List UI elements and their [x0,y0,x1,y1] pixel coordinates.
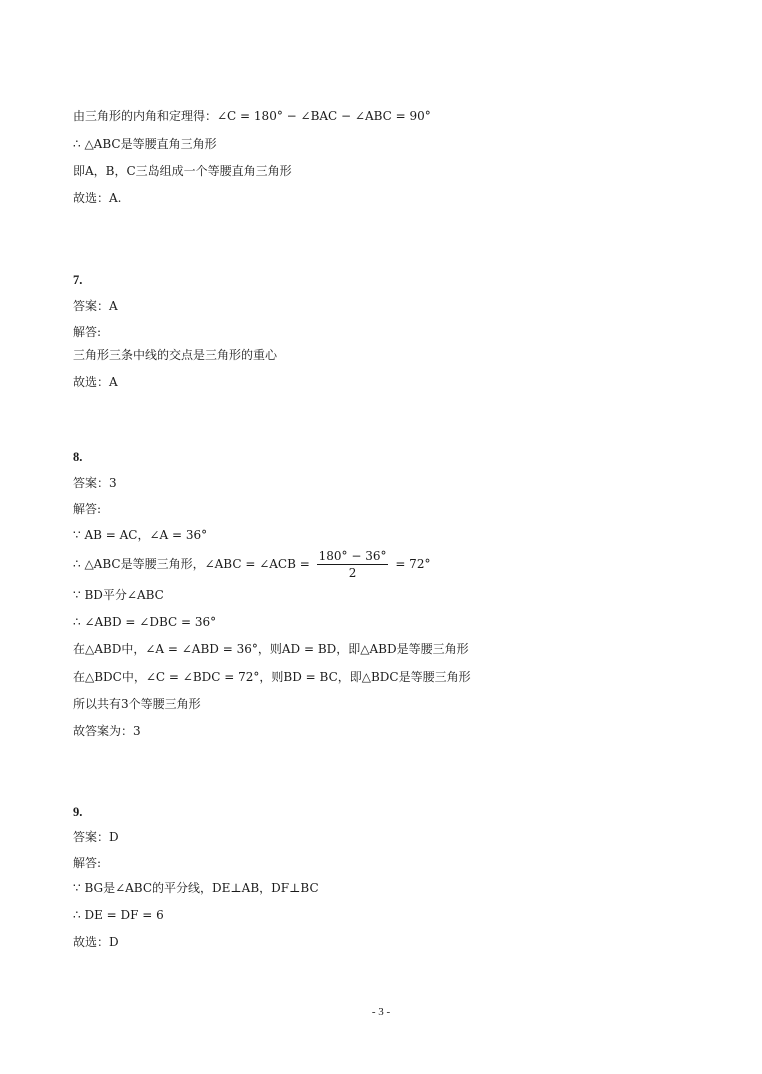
text-line: 故选：A. [73,191,122,205]
question-number: 9. [73,805,83,819]
fraction-numerator: 180° − 36° [318,549,387,563]
fraction [317,549,389,580]
solution-label: 解答: [73,856,102,870]
fraction-denominator: 2 [348,566,357,580]
choice-line: 故选：D [73,935,119,949]
text-line: 由三角形的内角和定理得：∠C = 180° − ∠BAC − ∠ABC = 90° [73,109,431,123]
text-line: 在△BDC中，∠C = ∠BDC = 72°，则BD = BC，即△BDC是等腰三角形 [73,670,471,684]
text-line: 即A，B，C三岛组成一个等腰直角三角形 [73,164,292,178]
text-segment: = 72° [395,557,431,571]
text-line: 所以共有3个等腰三角形 [73,697,201,711]
question-number: 8. [73,450,83,464]
text-line: 在△ABD中，∠A = ∠ABD = 36°，则AD = BD，即△ABD是等腰三角形 [73,642,469,656]
page-number: - 3 - [371,1006,391,1018]
text-line: ∵ BD平分∠ABC [73,588,164,602]
text-line: 三角形三条中线的交点是三角形的重心 [73,348,278,362]
answer-final-line: 故答案为：3 [73,724,141,738]
choice-line: 故选：A [73,375,118,389]
text-line: ∴ ∠ABD = ∠DBC = 36° [73,615,217,629]
text-line: ∵ BG是∠ABC的平分线，DE⊥AB，DF⊥BC [73,881,319,895]
text-line: ∴ △ABC是等腰直角三角形 [73,137,217,151]
text-segment: ∴ △ABC是等腰三角形，∠ABC = ∠ACB = [73,557,310,571]
question-number: 7. [73,273,83,287]
fraction-line [73,549,430,580]
answer-line: 答案：A [73,299,118,313]
text-line: ∴ DE = DF = 6 [73,908,164,922]
solution-label: 解答: [73,502,102,516]
text-line: ∵ AB = AC，∠A = 36° [73,528,208,542]
answer-line: 答案：3 [73,476,117,490]
solution-label: 解答: [73,325,102,339]
answer-line: 答案：D [73,830,119,844]
